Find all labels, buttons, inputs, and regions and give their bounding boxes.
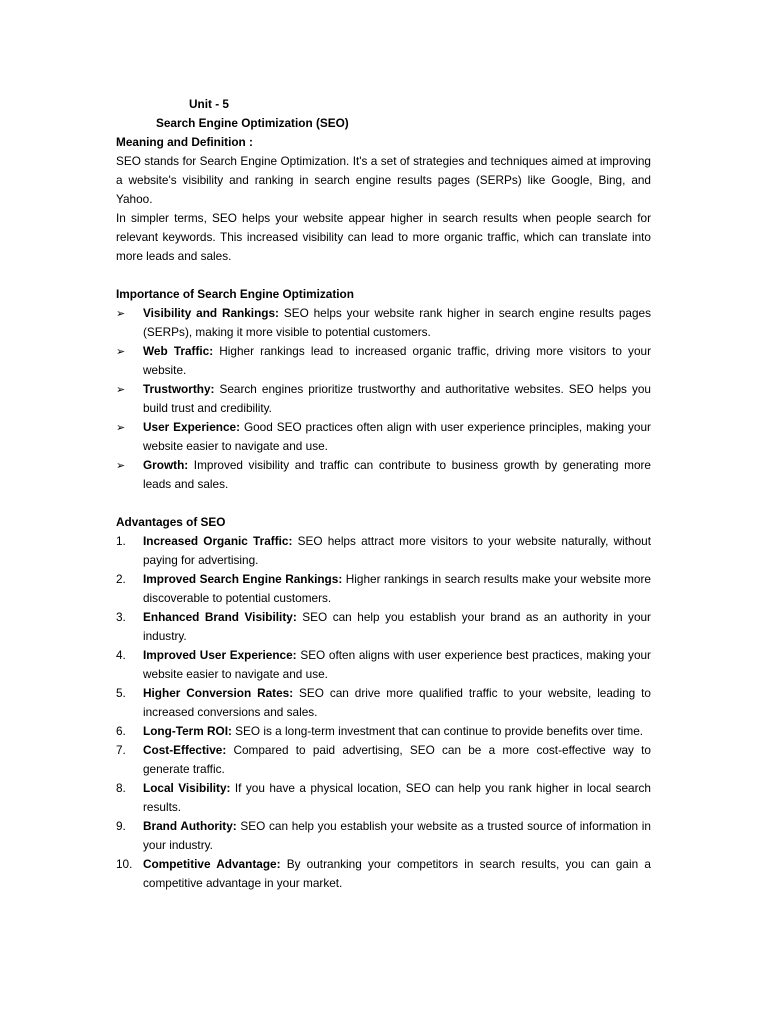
arrow-bullet-icon: ➢ (116, 421, 126, 434)
item-term: Increased Organic Traffic: (143, 534, 293, 548)
list-item (116, 608, 651, 646)
item-text: If you have a physical location, SEO can help you rank higher in local search results. (143, 781, 651, 814)
arrow-bullet-icon: ➢ (116, 307, 126, 320)
item-term: Improved User Experience: (143, 648, 297, 662)
item-term: Local Visibility: (143, 781, 231, 795)
importance-list (116, 304, 651, 494)
item-text: SEO helps attract more visitors to your website naturally, without paying for advertising. (143, 534, 651, 567)
item-text: Higher rankings lead to increased organic traffic, driving more visitors to your website. (143, 344, 652, 377)
list-item (116, 342, 651, 380)
item-term: Cost-Effective: (143, 743, 227, 757)
list-item (116, 418, 651, 456)
item-text: Higher rankings in search results make your website more discoverable to potential customers. (143, 572, 651, 605)
item-term: Growth: (143, 458, 189, 472)
list-item (116, 817, 651, 855)
list-item (116, 779, 651, 817)
meaning-paragraph: SEO stands for Search Engine Optimization. It's a set of strategies and techniques aimed at improving a website's visibility and ranking in search engine results pages (SERPs) like Google, Bing, and Yahoo. (116, 154, 651, 206)
item-term: Trustworthy: (143, 382, 215, 396)
item-number: 2. (116, 572, 126, 586)
item-number: 4. (116, 648, 126, 662)
item-text: Search engines prioritize trustworthy and authoritative websites. SEO helps you build trust and credibility. (143, 382, 651, 415)
list-item (116, 570, 651, 608)
item-text: SEO can help you establish your brand as an authority in your industry. (143, 610, 651, 643)
list-item (116, 722, 651, 741)
item-number: 5. (116, 686, 126, 700)
item-number: 10. (116, 857, 133, 871)
item-text: By outranking your competitors in search results, you can gain a competitive advantage in your market. (143, 857, 651, 890)
arrow-bullet-icon: ➢ (116, 383, 126, 396)
list-item (116, 304, 651, 342)
item-text: Compared to paid advertising, SEO can be a more cost-effective way to generate traffic. (143, 743, 651, 776)
meaning-paragraph: In simpler terms, SEO helps your website appear higher in search results when people search for relevant keywords. This increased visibility can lead to more organic traffic, which can translate into more leads and sales. (116, 211, 651, 263)
list-item (116, 684, 651, 722)
importance-heading: Importance of Search Engine Optimization (116, 287, 354, 301)
item-term: User Experience: (143, 420, 241, 434)
item-term: Enhanced Brand Visibility: (143, 610, 297, 624)
item-number: 9. (116, 819, 126, 833)
item-number: 1. (116, 534, 126, 548)
document-title: Search Engine Optimization (SEO) (156, 116, 349, 130)
list-item (116, 456, 651, 494)
item-term: Brand Authority: (143, 819, 237, 833)
item-number: 7. (116, 743, 126, 757)
item-term: Higher Conversion Rates: (143, 686, 294, 700)
item-term: Web Traffic: (143, 344, 214, 358)
item-text: SEO can drive more qualified traffic to your website, leading to increased conversions and sales. (143, 686, 651, 719)
list-item (116, 646, 651, 684)
item-text: Improved visibility and traffic can contribute to business growth by generating more leads and sales. (143, 458, 651, 491)
list-item (116, 380, 651, 418)
item-term: Long-Term ROI: (143, 724, 232, 738)
item-text: SEO helps your website rank higher in search engine results pages (SERPs), making it more visible to potential customers. (143, 306, 651, 339)
item-number: 3. (116, 610, 126, 624)
document-page (116, 95, 651, 893)
item-number: 8. (116, 781, 126, 795)
advantages-list (116, 532, 651, 893)
arrow-bullet-icon: ➢ (116, 345, 126, 358)
item-term: Improved Search Engine Rankings: (143, 572, 343, 586)
list-item (116, 855, 651, 893)
advantages-heading: Advantages of SEO (116, 515, 226, 529)
unit-label: Unit - 5 (189, 97, 229, 111)
spacer (116, 494, 651, 513)
meaning-heading: Meaning and Definition : (116, 135, 253, 149)
arrow-bullet-icon: ➢ (116, 459, 126, 472)
item-text: SEO can help you establish your website as a trusted source of information in your industry. (143, 819, 651, 852)
item-text: SEO often aligns with user experience best practices, making your website easier to navigate and use. (143, 648, 651, 681)
spacer (116, 266, 651, 285)
list-item (116, 532, 651, 570)
item-term: Visibility and Rankings: (143, 306, 279, 320)
list-item (116, 741, 651, 779)
item-text: SEO is a long-term investment that can continue to provide benefits over time. (231, 724, 644, 738)
item-term: Competitive Advantage: (143, 857, 281, 871)
item-number: 6. (116, 724, 126, 738)
item-text: Good SEO practices often align with user experience principles, making your website easier to navigate and use. (143, 420, 651, 453)
